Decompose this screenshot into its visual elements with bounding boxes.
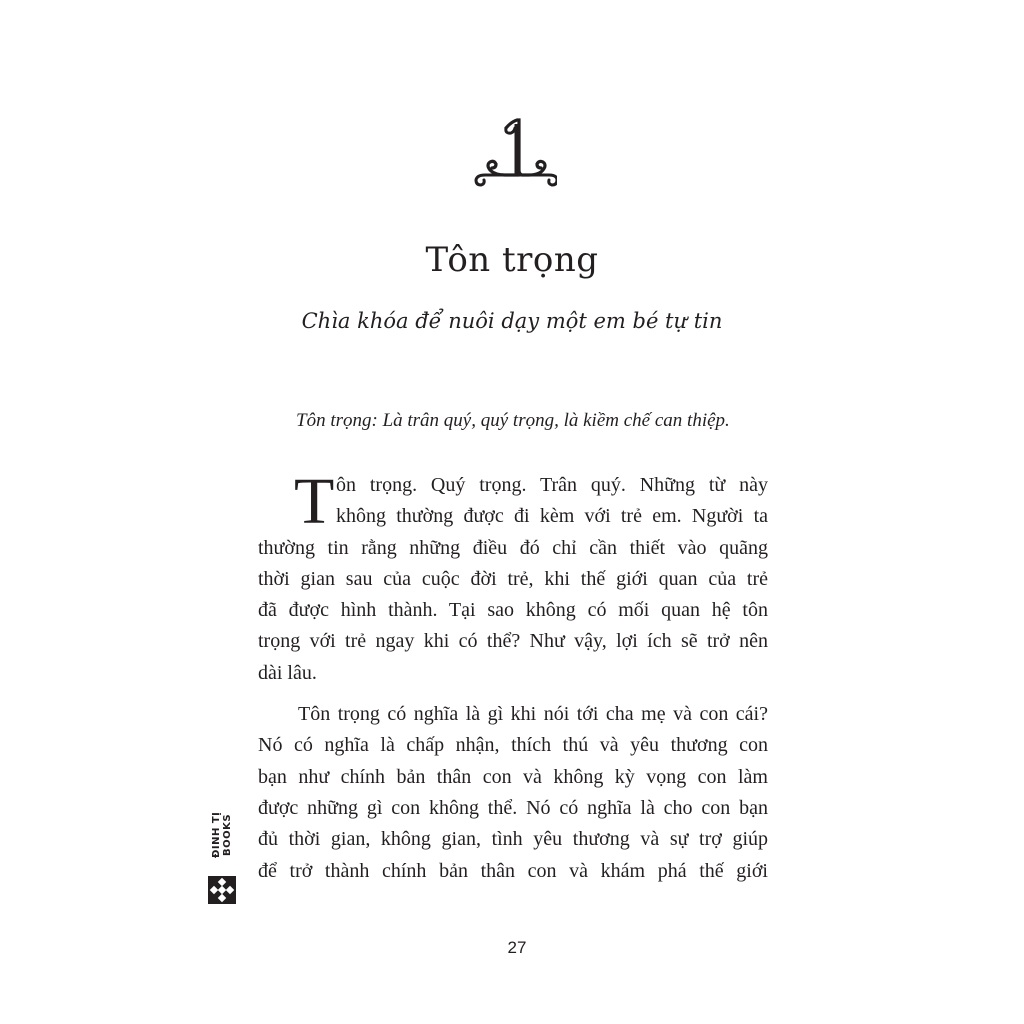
epigraph: Tôn trọng: Là trân quý, quý trọng, là kiềm chế can thiệp. xyxy=(296,410,730,431)
text-line: đã được hình thành. Tại sao không có mối quan hệ tôn xyxy=(258,599,768,622)
paragraph-1 xyxy=(258,465,768,689)
publisher-name: ĐINH TỊ BOOKS xyxy=(211,811,233,859)
text-line: ôn trọng. Quý trọng. Trân quý. Những từ này xyxy=(336,474,768,496)
body-text xyxy=(258,465,768,887)
paragraph-spacer xyxy=(258,689,768,699)
text-line: Nó có nghĩa là chấp nhận, thích thú và yêu thương con xyxy=(258,734,768,757)
text-line: thường tin rằng những điều đó chỉ cần thiết vào quãng xyxy=(258,536,768,559)
chapter-subtitle: Chìa khóa để nuôi dạy một em bé tự tin xyxy=(301,309,723,333)
text-line: Tôn trọng có nghĩa là gì khi nói tới cha mẹ và con cái? xyxy=(298,703,768,726)
drop-cap: T xyxy=(294,465,335,538)
text-line: dài lâu. xyxy=(258,661,317,684)
text-line: trọng với trẻ ngay khi có thể? Như vậy, lợi ích sẽ trở nên xyxy=(258,630,768,653)
chapter-number-ornament-icon xyxy=(467,118,557,190)
chapter-number xyxy=(0,118,1024,195)
text-line: bạn như chính bản thân con và không kỳ vọng con làm xyxy=(258,765,768,788)
publisher-logo-icon xyxy=(208,876,236,909)
chapter-title: Tôn trọng xyxy=(425,240,599,280)
text-line: không thường được đi kèm với trẻ em. Người ta xyxy=(336,505,768,528)
text-line: để trở thành chính bản thân con và khám phá thế giới xyxy=(258,859,768,882)
text-line: đủ thời gian, không gian, tình yêu thương và sự trợ giúp xyxy=(258,828,768,851)
text-line: thời gian sau của cuộc đời trẻ, khi thế giới quan của trẻ xyxy=(258,567,768,590)
page-number: 27 xyxy=(507,938,527,957)
paragraph-2 xyxy=(258,699,768,887)
text-line: được những gì con không thể. Nó có nghĩa là cho con bạn xyxy=(258,796,768,819)
